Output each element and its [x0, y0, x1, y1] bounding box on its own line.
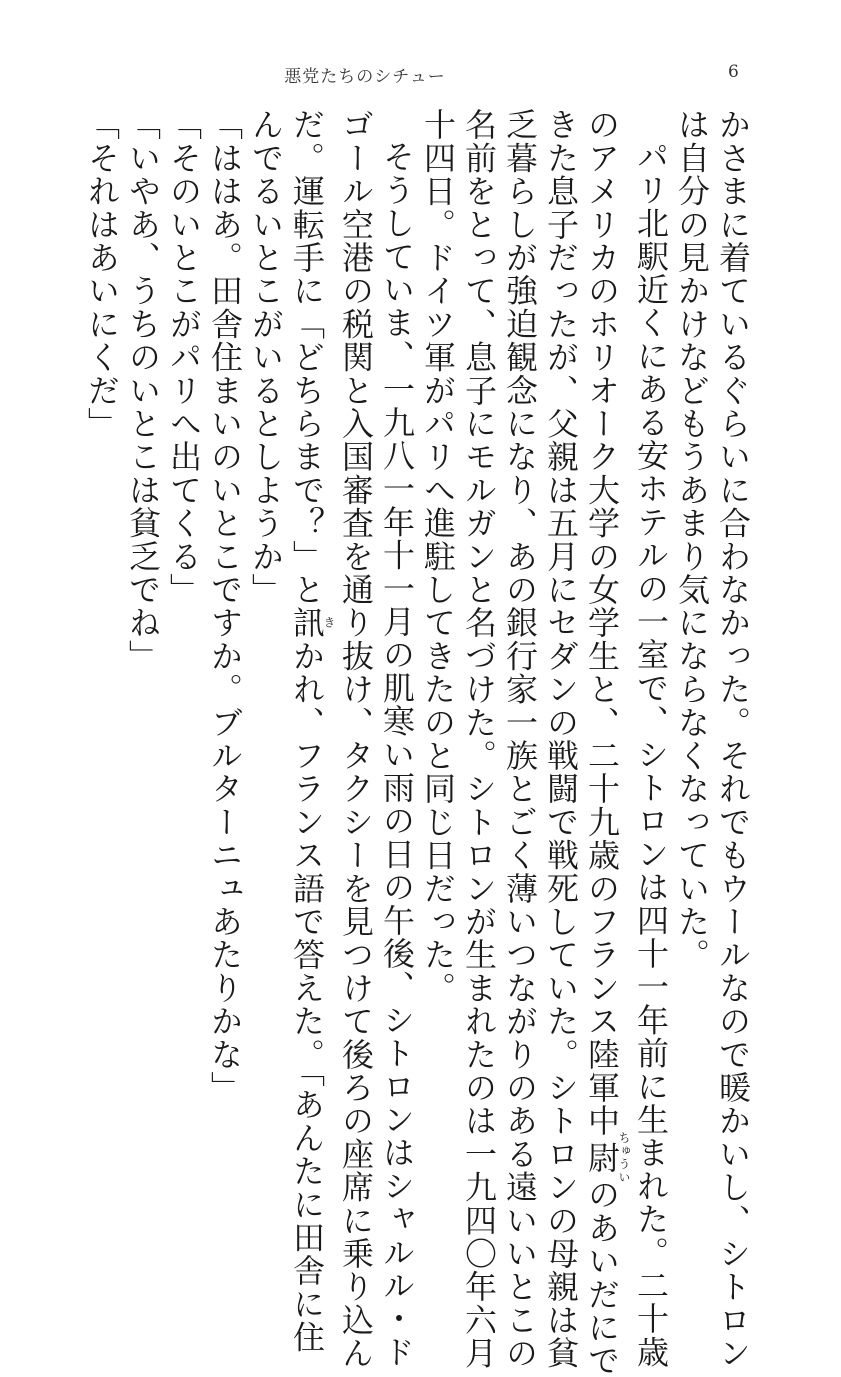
text-line-6: 乏暮らしが強迫観念になり、あの銀行家一族とごく薄いつながりのある遠いいとこの — [501, 108, 539, 1370]
ruby-reading: ちゅうい — [617, 1131, 631, 1185]
text-line-11-head: だ。運転手に「どちらまで？」と — [288, 108, 326, 606]
text-line-11-tail: かれ、フランス語で答えた。「あんたに田舎に住 — [288, 639, 326, 1354]
ruby-base: 訊 — [288, 606, 326, 640]
text-line-7: 名前をとって、息子にモルガンと名づけた。シトロンが生まれたのは一九四〇年六月 — [460, 108, 498, 1370]
text-line-10: ゴール空港の税関と入国審査を通り抜け、タクシーを見つけて後ろの座席に乗り込ん — [337, 108, 375, 1370]
page-number: 6 — [728, 62, 739, 82]
text-line-5: きた息子だったが、父親は五月にセダンの戦闘で戦死していた。シトロンの母親は貧 — [542, 108, 580, 1370]
ruby-base: 尉 — [583, 1131, 621, 1184]
text-line-8: 十四日。ドイツ軍がパリへ進駐してきたのと同じ日だった。 — [419, 108, 457, 1005]
text-line-15: 「いやあ、うちのいとこは貧乏でね」 — [124, 108, 162, 673]
text-line-12: んでるいとこがいるとしようか」 — [247, 108, 285, 606]
text-line-4 — [581, 108, 631, 1377]
text-line-13: 「ははあ。田舎住まいのいとこですか。ブルターニュあたりかな」 — [206, 108, 244, 1104]
running-title: 悪党たちのシチュー — [284, 67, 446, 87]
ruby-reading: き — [322, 606, 336, 640]
page-header — [0, 62, 841, 92]
ruby-chui — [583, 1131, 631, 1185]
ruby-ki — [288, 606, 336, 640]
text-line-1: かさまに着ているぐらいに合わなかった。それでもウールなので暖かいし、シトロン — [714, 108, 752, 1370]
text-line-9: そうしていま、一九八一年十一月の肌寒い雨の日の午後、シトロンはシャルル・ド — [378, 140, 416, 1369]
text-line-4-tail: のあいだにで — [583, 1178, 621, 1377]
text-line-3: パリ北駅近くにある安ホテルの一室で、シトロンは四十一年前に生まれた。二十歳 — [632, 140, 670, 1369]
body-text — [73, 108, 753, 1377]
text-line-16: 「それはあいにくだ」 — [83, 108, 121, 440]
text-line-4-head: のアメリカのホリオーク大学の女学生と、二十九歳のフランス陸軍中 — [583, 108, 621, 1138]
text-line-14: 「そのいとこがパリへ出てくる」 — [165, 108, 203, 606]
text-line-2: は自分の見かけなどもうあまり気にならなくなっていた。 — [673, 108, 711, 972]
text-line-11 — [286, 108, 336, 1354]
